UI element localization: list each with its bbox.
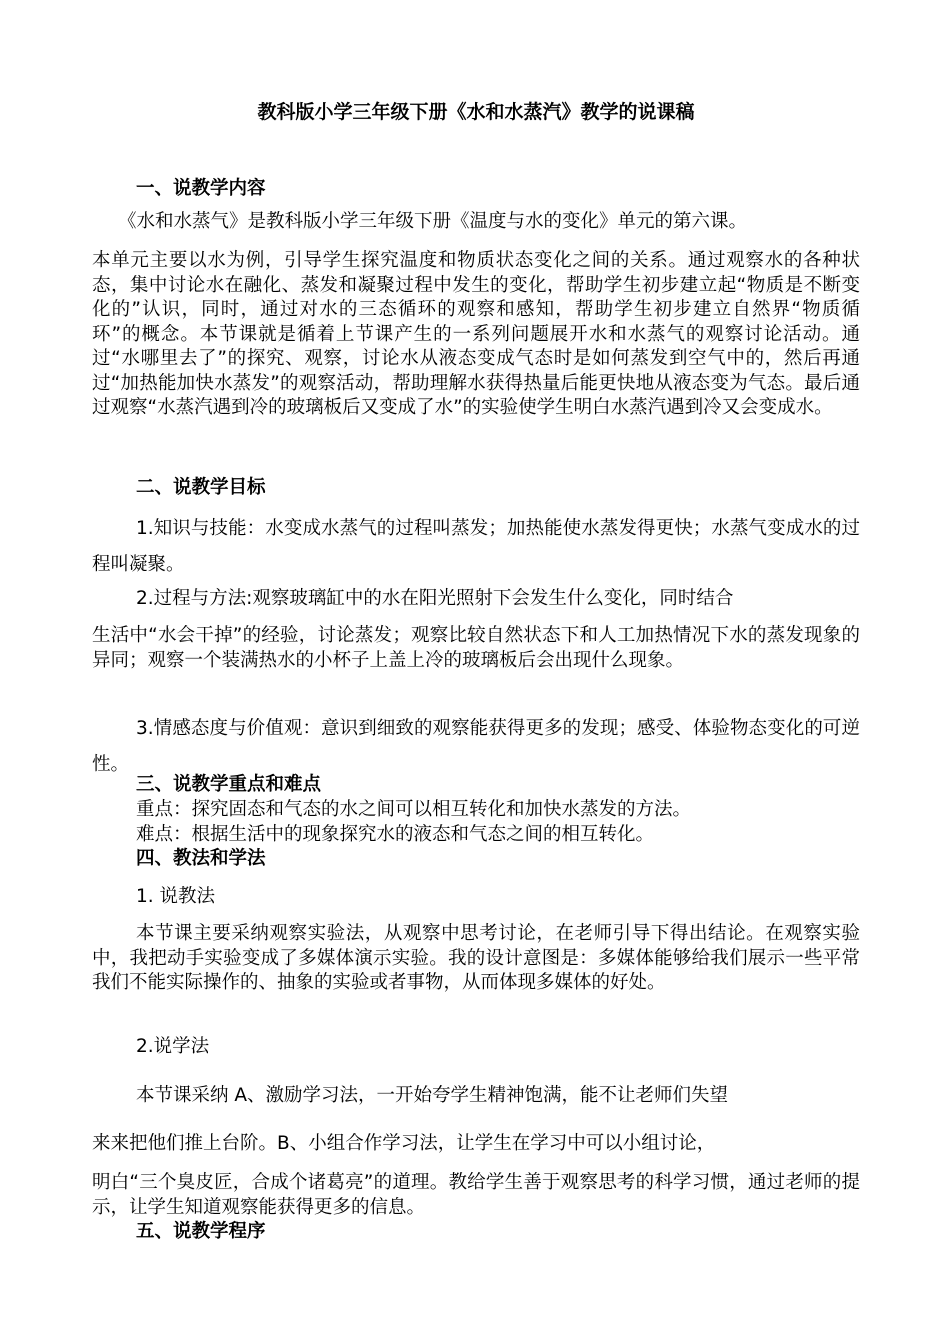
paragraph-intro-first-line: 《水和水蒸气》是教科版小学三年级下册《温度与水的变化》单元的第六课。 [118, 211, 748, 232]
subheading-learning-method: 2.说学法 [136, 1036, 210, 1057]
section-heading-procedure: 五、说教学程序 [136, 1221, 266, 1242]
paragraph-learning-method-body: 明白“三个臭皮匠，合成个诸葛亮”的道理。教给学生善于观察思考的科学习惯，通过老师的提示，让学生知道观察能获得更多的信息。 [92, 1172, 860, 1218]
section-heading-key-points: 三、说教学重点和难点 [136, 774, 322, 795]
goal-item-process-body: 生活中“水会干掉”的经验，讨论蒸发；观察比较自然状态下和人工加热情况下水的蒸发现象的异同；观察一个装满热水的小杯子上盖上冷的玻璃板后会出现什么现象。 [92, 625, 860, 671]
section-heading-goals: 二、说教学目标 [136, 477, 266, 498]
difficult-point-text: 难点：根据生活中的现象探究水的液态和气态之间的相互转化。 [136, 824, 655, 845]
paragraph-learning-method-line1: 本节课采纳 A、激励学习法，一开始夸学生精神饱满，能不让老师们失望 [136, 1085, 729, 1106]
subheading-teaching-method: 1. 说教法 [136, 886, 216, 907]
paragraph-teaching-method: 本节课主要采纳观察实验法，从观察中思考讨论，在老师引导下得出结论。在观察实验中，我把动手实验变成了多媒体演示实验。我的设计意图是：多媒体能够给我们展示一些平常我们不能实际操作的、抽象的实验或者事物，从而体现多媒体的好处。 [92, 923, 860, 993]
key-point-text: 重点：探究固态和气态的水之间可以相互转化和加快水蒸发的方法。 [136, 799, 692, 820]
paragraph-intro-body: 本单元主要以水为例，引导学生探究温度和物质状态变化之间的关系。通过观察水的各种状态，集中讨论水在融化、蒸发和凝聚过程中发生的变化，帮助学生初步建立起“物质是不断变化的”认识，同时，通过对水的三态循环的观察和感知，帮助学生初步建立自然界“物质循环”的概念。本节课就是循着上节课产生的一系列问题展开水和水蒸气的观察讨论活动。通过“水哪里去了”的探究、观察，讨论水从液态变成气态时是如何蒸发到空气中的，然后再通过“加热能加快水蒸发”的观察活动，帮助理解水获得热量后能更快地从液态变为气态。最后通过观察“水蒸汽遇到冷的玻璃板后又变成了水”的实验使学生明白水蒸汽遇到冷又会变成水。 [92, 250, 860, 418]
goal-item-attitude: 3.情感态度与价值观：意识到细致的观察能获得更多的发现；感受、体验物态变化的可逆性。 [92, 718, 860, 775]
section-heading-methods: 四、教法和学法 [136, 848, 266, 869]
paragraph-learning-method-line2: 来来把他们推上台阶。B、小组合作学习法，让学生在学习中可以小组讨论， [92, 1133, 716, 1154]
document-title: 教科版小学三年级下册《水和水蒸汽》教学的说课稿 [257, 101, 695, 123]
goal-item-process-first-line: 2.过程与方法:观察玻璃缸中的水在阳光照射下会发生什么变化，同时结合 [136, 588, 734, 609]
section-heading-content: 一、说教学内容 [136, 178, 266, 199]
goal-item-knowledge: 1.知识与技能：水变成水蒸气的过程叫蒸发；加热能使水蒸发得更快；水蒸气变成水的过程叫凝聚。 [92, 518, 860, 575]
